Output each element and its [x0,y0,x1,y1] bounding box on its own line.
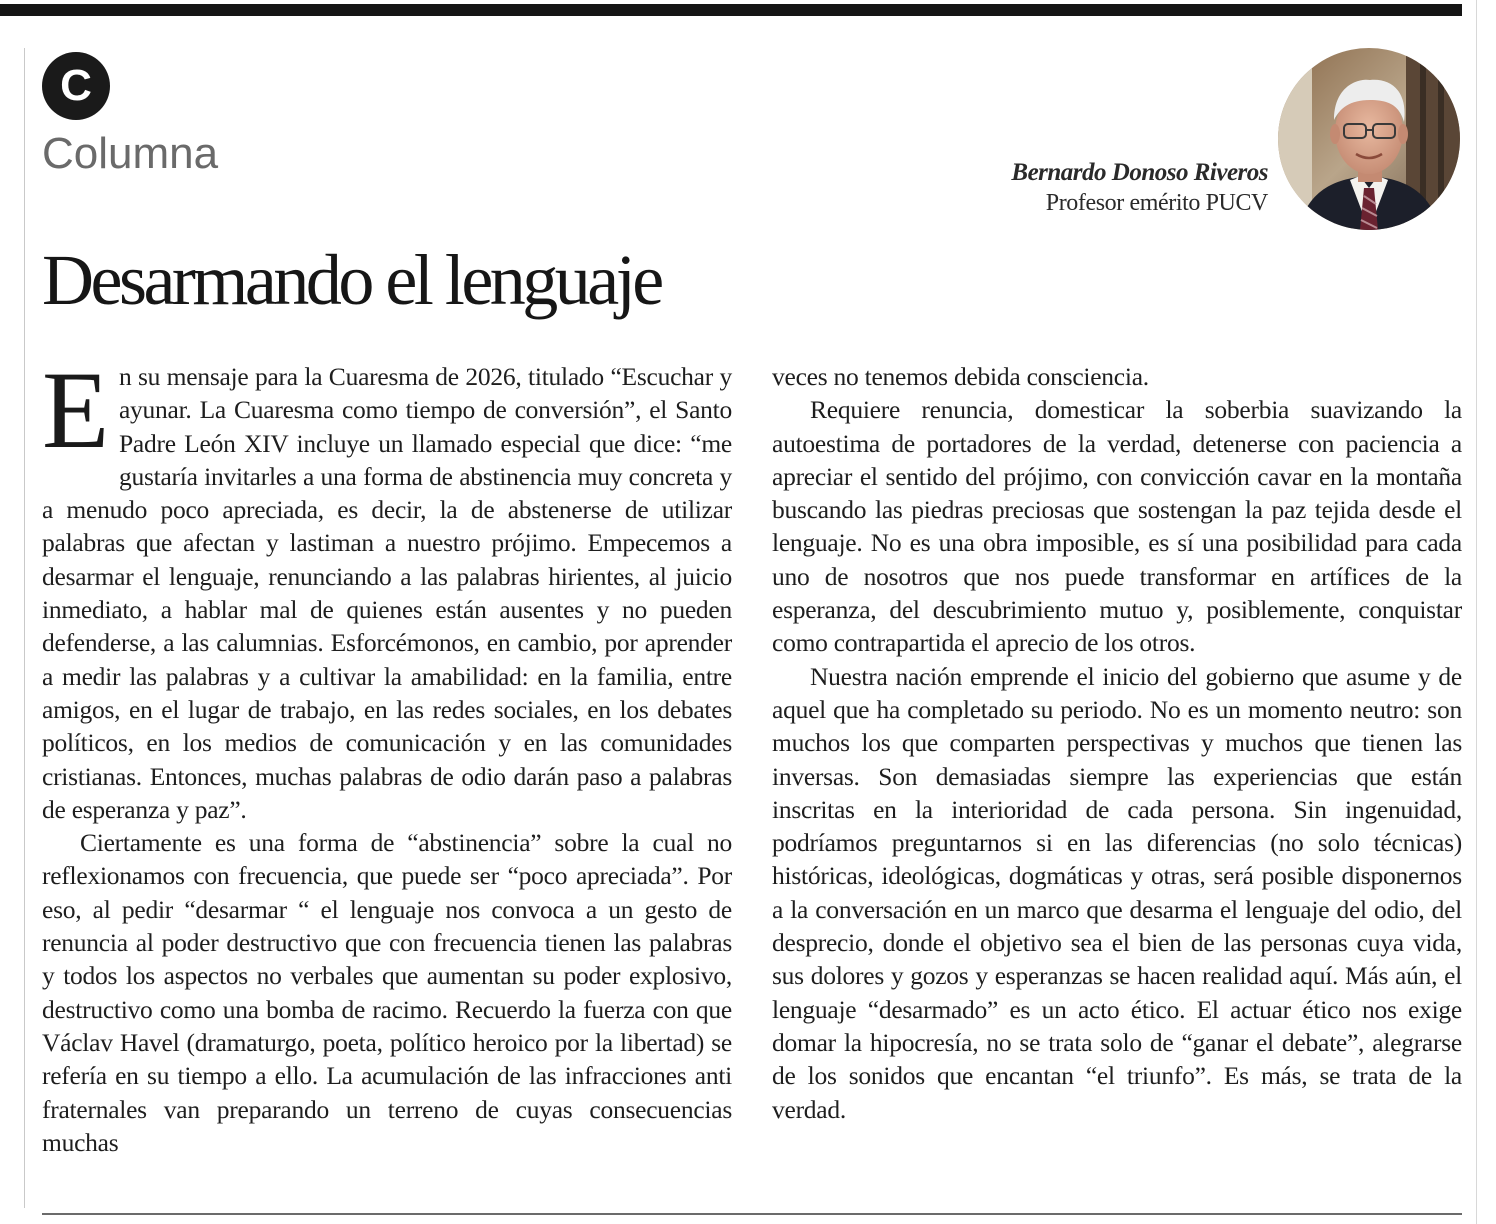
headline: Desarmando el lenguaje [42,240,661,320]
article-paragraph [42,349,732,826]
article-column-left [42,349,732,1159]
paragraph-text: n su mensaje para la Cuaresma de 2026, titulado “Escuchar y ayunar. La Cuaresma como tiempo de conversión”, el Santo Padre León XIV incluye un llamado especial que dice: “me gustaría invitarles a una forma de abstinencia muy concreta y a menudo poco apreciada, es decir, la de abstenerse de utilizar palabras que afectan y lastiman a nuestro prójimo. Empecemos a desarmar el lenguaje, renunciando a las palabras hirientes, al juicio inmediato, a hablar mal de quienes están ausentes y no pueden defenderse, a las calumnias. Esforcémonos, en cambio, por aprender a medir las palabras y a cultivar la amabilidad: en la familia, entre amigos, en el lugar de trabajo, en las redes sociales, en los debates políticos, en los medios de comunicación y en las comunidades cristianas. Entonces, muchas palabras de odio darán paso a palabras de esperanza y paz”. [42,362,732,824]
drop-cap: E [42,349,109,471]
section-label: Columna [42,129,219,178]
bottom-rule [42,1213,1462,1215]
article-paragraph: Requiere renuncia, domesticar la soberbia suavizando la autoestima de portadores de la verdad, detenerse con paciencia a apreciar el sentido del prójimo, con convicción cavar en la montaña buscando las piedras preciosas que sostengan la paz tejida desde el lenguaje. No es una obra imposible, es sí una posibilidad para cada uno de nosotros que nos puede transformar en artífices de la esperanza, del descubrimiento mutuo y, posiblemente, conquistar como contrapartida el aprecio de los otros. [772,395,1462,658]
author-portrait-icon [1278,48,1460,230]
left-margin-line [24,48,25,1208]
article-column-right [772,360,1462,1126]
byline [1011,158,1268,219]
top-rule [0,4,1462,16]
right-margin-line [1476,0,1477,1224]
author-name: Bernardo Donoso Riveros [1011,159,1268,186]
author-photo [1278,48,1460,230]
article-paragraph: Nuestra nación emprende el inicio del gobierno que asume y de aquel que ha completado su periodo. No es un momento neutro: son muchos los que comparten perspectivas y muchos que tienen las inversas. Son demasiadas siempre las experiencias que están inscritas en la interioridad de cada persona. Sin ingenuidad, podríamos preguntarnos si en las diferencias (no solo técnicas) históricas, ideológicas, dogmáticas y otras, será posible disponernos a la conversación en un marco que desarma el lenguaje del odio, del desprecio, donde el objetivo sea el bien de las personas cuya vida, sus dolores y gozos y esperanzas se hacen realidad aquí. Más aún, el lenguaje “desarmado” es un acto ético. El actuar ético nos exige domar la hipocresía, no se trata solo de “ganar el debate”, alegrarse de los sonidos que encantan “el triunfo”. Es más, se trata de la verdad. [772,661,1462,1124]
section-badge: C [42,52,110,120]
article-paragraph-continued: veces no tenemos debida consciencia. [772,362,1149,391]
article-paragraph: Ciertamente es una forma de “abstinencia” sobre la cual no reflexionamos con frecuencia, que puede ser “poco apreciada”. Por eso, al pedir “desarmar “ el lenguaje nos convoca a un gesto de renuncia al poder destructivo que con frecuencia tienen las palabras y todos los aspectos no verbales que aumentan su poder explosivo, destructivo como una bomba de racimo. Recuerdo la fuerza con que Václav Havel (dramaturgo, poeta, político heroico por la libertad) se refería en su tiempo a ello. La acumulación de las infracciones anti fraternales van preparando un terreno de cuyas consecuencias muchas [42,828,732,1157]
author-role: Profesor emérito PUCV [1045,190,1268,216]
